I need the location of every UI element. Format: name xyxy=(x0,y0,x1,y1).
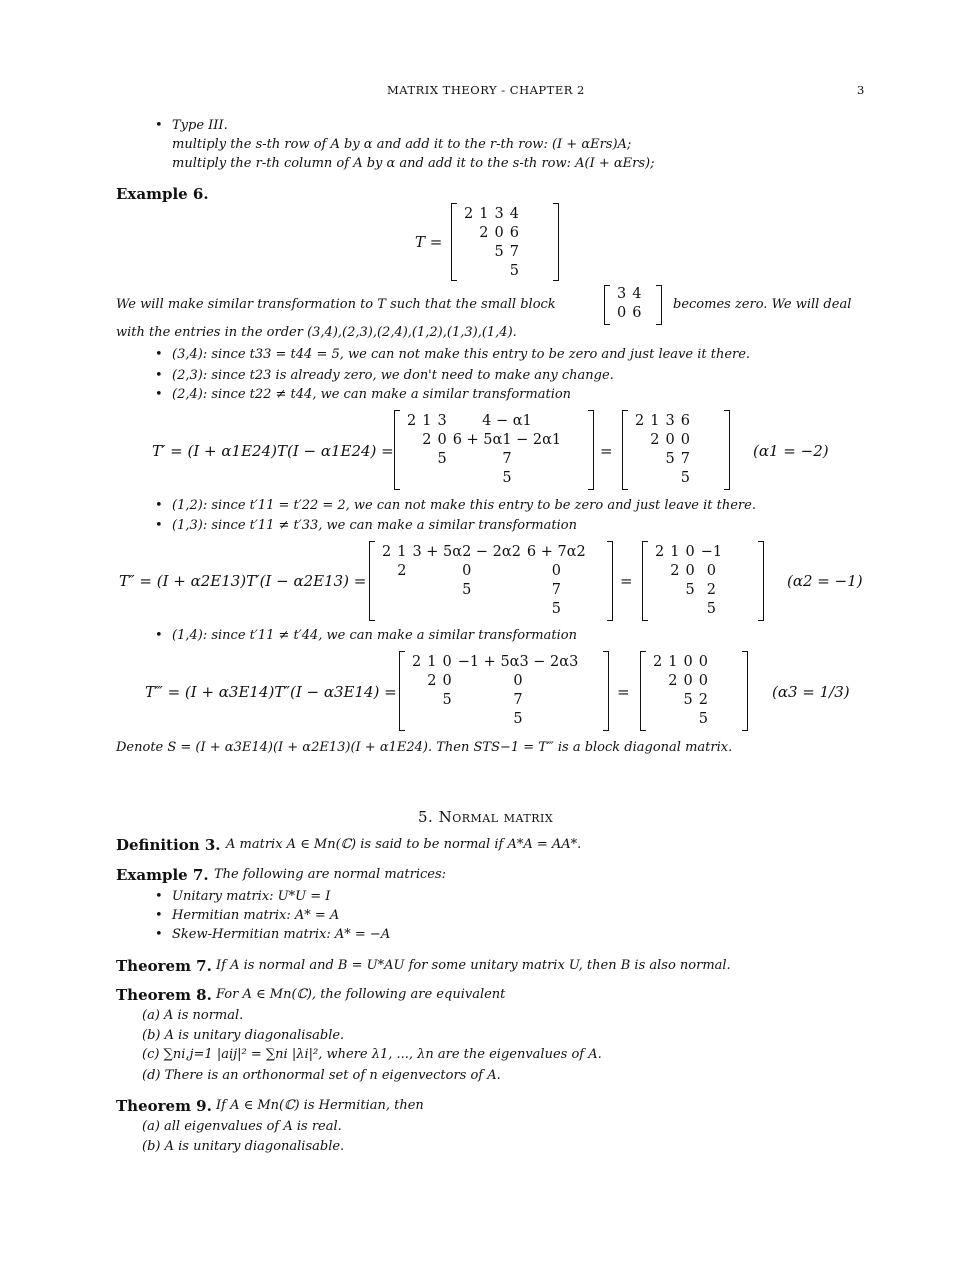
theorem9-text: If A ∈ Mn(ℂ) is Hermitian, then xyxy=(216,1098,424,1113)
eq3-matrix-left xyxy=(399,651,609,731)
bullet-2-3: • (2,3): since t23 is already zero, we don't need to make any change. xyxy=(172,368,614,383)
theorem8-item-d: (d) There is an orthonormal set of n eigenvectors of A. xyxy=(142,1068,501,1083)
eq3-matrix-left-grid: 2 1 0 −1 + 5α3 − 2α3 2 0 0 5 7 5 xyxy=(412,654,579,727)
example6-intro-line2: with the entries in the order (3,4),(2,3),(2,4),(1,2),(1,3),(1,4). xyxy=(116,325,517,340)
eq3-alpha-note: (α3 = 1/3) xyxy=(772,683,850,701)
example7-item-hermitian: • Hermitian matrix: A* = A xyxy=(172,908,339,923)
theorem8-text: For A ∈ Mn(ℂ), the following are equivalent xyxy=(216,987,506,1002)
eq2-equals: = xyxy=(620,572,633,590)
eq2-alpha-note: (α2 = −1) xyxy=(787,572,863,590)
eq1-equals: = xyxy=(600,442,613,460)
theorem9-label: Theorem 9. xyxy=(116,1097,212,1115)
definition3-text: A matrix A ∈ Mn(ℂ) is said to be normal if A*A = AA*. xyxy=(226,837,582,852)
small-block-grid: 3 4 0 6 xyxy=(617,286,642,321)
example6-intro-part1: We will make similar transformation to T such that the small block xyxy=(116,297,556,312)
example7-item-skew-hermitian: • Skew-Hermitian matrix: A* = −A xyxy=(172,927,390,942)
matrix-T xyxy=(451,203,559,281)
eq3-matrix-right-grid: 2 1 0 0 2 0 0 5 2 5 xyxy=(653,654,708,727)
example7-label: Example 7. xyxy=(116,866,209,884)
eq2-matrix-left xyxy=(369,541,613,621)
example7-item-unitary: • Unitary matrix: U*U = I xyxy=(172,889,330,904)
theorem8-label: Theorem 8. xyxy=(116,986,212,1004)
denote-line: Denote S = (I + α3E14)(I + α2E13)(I + α1E24). Then STS−1 = T‴ is a block diagonal matrix. xyxy=(116,740,733,755)
eq1-matrix-right-grid: 2 1 3 6 2 0 0 5 7 5 xyxy=(635,413,690,486)
type3-line2: multiply the r-th column of A by α and add it to the s-th row: A(I + αErs); xyxy=(172,156,655,171)
eq3-matrix-right xyxy=(640,651,748,731)
eq1-matrix-left-grid: 2 1 3 4 − α1 2 0 6 + 5α1 − 2α1 5 7 5 xyxy=(407,413,562,486)
running-header: MATRIX THEORY - CHAPTER 2 xyxy=(387,83,585,97)
eq2-lhs: T″ = (I + α2E13)T′(I − α2E13) = xyxy=(119,572,367,590)
eq1-matrix-right xyxy=(622,410,730,490)
type3-title: • Type III. xyxy=(172,118,228,133)
theorem8-item-a: (a) A is normal. xyxy=(142,1008,244,1023)
eq3-equals: = xyxy=(617,683,630,701)
eq2-matrix-right xyxy=(642,541,764,621)
section-5-heading: 5. Normal matrix xyxy=(418,808,554,826)
example6-label: Example 6. xyxy=(116,185,209,203)
bullet-1-2: • (1,2): since t′11 = t′22 = 2, we can not make this entry to be zero and just leave it there. xyxy=(172,498,756,513)
theorem7-label: Theorem 7. xyxy=(116,957,212,975)
theorem9-item-a: (a) all eigenvalues of A is real. xyxy=(142,1119,342,1134)
bullet-3-4: • (3,4): since t33 = t44 = 5, we can not make this entry to be zero and just leave it there. xyxy=(172,347,750,362)
theorem8-item-c: (c) ∑ni,j=1 |aij|² = ∑ni |λi|², where λ1, ..., λn are the eigenvalues of A. xyxy=(142,1047,602,1062)
eq2-matrix-left-grid: 2 1 3 + 5α2 − 2α2 6 + 7α2 2 0 0 5 7 5 xyxy=(382,544,586,617)
eq3-lhs: T‴ = (I + α3E14)T″(I − α3E14) = xyxy=(145,683,397,701)
matrix-T-grid: 2 1 3 4 2 0 6 5 7 5 xyxy=(464,206,519,279)
eq1-lhs: T′ = (I + α1E24)T(I − α1E24) = xyxy=(152,442,394,460)
eq2-matrix-right-grid: 2 1 0 −1 2 0 0 5 2 5 xyxy=(655,544,723,617)
bullet-2-4: • (2,4): since t22 ≠ t44, we can make a similar transformation xyxy=(172,387,571,402)
eq1-matrix-left xyxy=(394,410,594,490)
theorem8-item-b: (b) A is unitary diagonalisable. xyxy=(142,1028,345,1043)
definition3-label: Definition 3. xyxy=(116,836,221,854)
bullet-1-3: • (1,3): since t′11 ≠ t′33, we can make a similar transformation xyxy=(172,518,577,533)
example6-intro-part2: becomes zero. We will deal xyxy=(673,297,852,312)
T-label: T = xyxy=(415,233,443,251)
example7-text: The following are normal matrices: xyxy=(214,867,447,882)
bullet-1-4: • (1,4): since t′11 ≠ t′44, we can make a similar transformation xyxy=(172,628,577,643)
page-number: 3 xyxy=(857,83,865,97)
theorem9-item-b: (b) A is unitary diagonalisable. xyxy=(142,1139,345,1154)
eq1-alpha-note: (α1 = −2) xyxy=(753,442,829,460)
small-block-matrix xyxy=(604,285,662,325)
type3-line1: multiply the s-th row of A by α and add it to the r-th row: (I + αErs)A; xyxy=(172,137,632,152)
theorem7-text: If A is normal and B = U*AU for some unitary matrix U, then B is also normal. xyxy=(216,958,731,973)
